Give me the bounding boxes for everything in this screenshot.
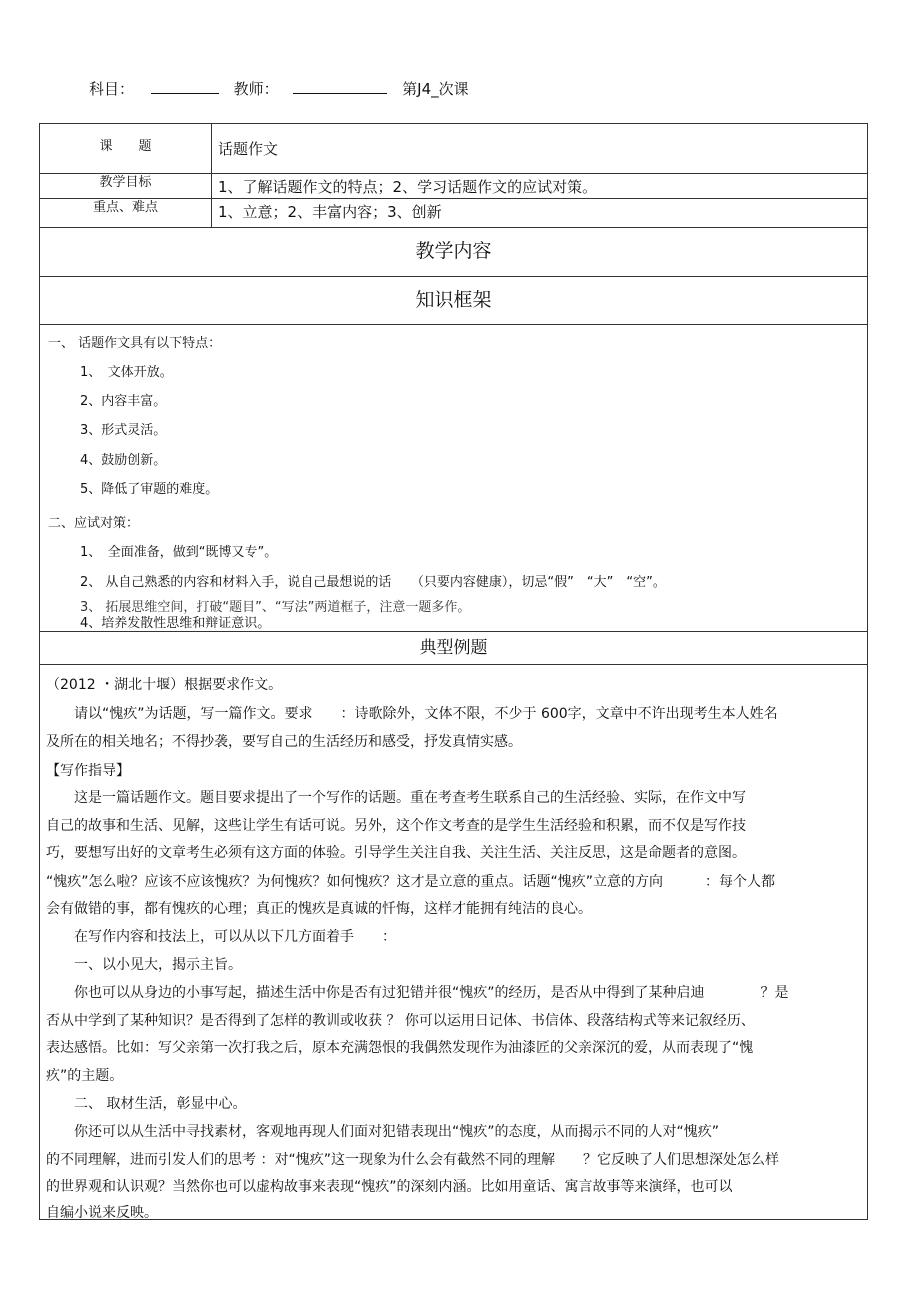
feature-item: 2、内容丰富。 (80, 394, 167, 409)
strategy-item-clipped (80, 600, 820, 615)
topic-value: 话题作文 (218, 140, 279, 158)
features-heading: 一、 话题作文具有以下特点： (48, 336, 222, 351)
strategy-item: 3、 拓展思维空间，打破“题目”、“写法”两道框子，注意一题多作。 (80, 600, 471, 615)
strategy-item: 4、培养发散性思维和辩证意识。 (80, 616, 271, 631)
example-line: 自己的故事和生活、见解，这些让学生有话可说。另外，这个作文考查的是学生生活经验和积累，而不仅是写作技 (46, 818, 746, 834)
example-line: “愧疚”怎么啦？应该不应该愧疚？为何愧疚？如何愧疚？这才是立意的重点。话题“愧疚”立意的方向 ：每个人都 (46, 874, 776, 890)
content-section-title: 教学内容 (40, 228, 867, 277)
feature-item: 3、形式灵活。 (80, 423, 167, 438)
key-label: 重点、难点 (40, 199, 212, 227)
teacher-label: 教师： (233, 80, 279, 98)
subject-blank (151, 79, 219, 94)
example-line: 二、 取材生活，彰显中心。 (46, 1096, 247, 1112)
example-line: 否从中学到了某种知识？是否得到了怎样的教训或收获 ？ 你可以运用日记体、书信体、段落结构式等来记叙经历、 (46, 1013, 755, 1029)
key-value: 1、立意；2、丰富内容；3、创新 (218, 203, 442, 221)
example-line: 自编小说来反映。 (46, 1205, 158, 1221)
example-line: 及所在的相关地名；不得抄袭，要写自己的生活经历和感受，抒发真情实感。 (46, 734, 522, 750)
framework-section-title: 知识框架 (40, 277, 867, 325)
subject-label: 科目： (89, 80, 135, 98)
key-row (40, 199, 867, 228)
example-line: 的不同理解，进而引发人们的思考 ：对“愧疚”这一现象为什么会有截然不同的理解 ？它反映了人们思想深处怎么样 (46, 1152, 779, 1168)
example-line: 【写作指导】 (46, 763, 130, 779)
example-section-title: 典型例题 (40, 632, 867, 665)
goal-value: 1、了解话题作文的特点；2、学习话题作文的应试对策。 (218, 178, 598, 196)
example-line: 你还可以从生活中寻找素材，客观地再现人们面对犯错表现出“愧疚”的态度，从而揭示不同的人对“愧疚” (46, 1124, 720, 1140)
strategy-item: 2、 从自己熟悉的内容和材料入手，说自己最想说的话 （只要内容健康），切忌“假” “大” “空”。 (80, 575, 666, 590)
example-line: 巧，要想写出好的文章考生必须有这方面的体验。引导学生关注自我、关注生活、关注反思，这是命题者的意图。 (46, 845, 746, 861)
teacher-blank (293, 79, 387, 94)
example-line: 你也可以从身边的小事写起，描述生活中你是否有过犯错并很“愧疚”的经历，是否从中得到了某种启迪 ？是 (46, 985, 789, 1001)
page-header (89, 78, 469, 99)
topic-label: 课 题 (40, 124, 212, 173)
lesson-number: 第J4_次课 (402, 80, 469, 98)
feature-item: 4、鼓励创新。 (80, 453, 167, 468)
example-line: 在写作内容和技法上，可以从以下几方面着手 ： (46, 929, 396, 945)
topic-row (40, 124, 867, 174)
example-line: 这是一篇话题作文。题目要求提出了一个写作的话题。重在考查考生联系自己的生活经验、实际，在作文中写 (46, 790, 746, 806)
lesson-table (39, 123, 868, 1220)
example-line: 的世界观和认识观？当然你也可以虚构故事来表现“愧疚”的深刻内涵。比如用童话、寓言故事等来演绎，也可以 (46, 1179, 733, 1195)
strategy-heading: 二、应试对策： (48, 516, 140, 531)
example-line: 疚”的主题。 (46, 1068, 124, 1084)
feature-item: 5、降低了审题的难度。 (80, 482, 219, 497)
example-line: 请以“愧疚”为话题，写一篇作文。要求 ：诗歌除外，文体不限，不少于 600字，文章中不许出现考生本人姓名 (46, 706, 778, 722)
strategy-item: 1、 全面准备，做到“既博又专”。 (80, 545, 278, 560)
example-line: 表达感悟。比如：写父亲第一次打我之后，原本充满怨恨的我偶然发现作为油漆匠的父亲深沉的爱，从而表现了“愧 (46, 1040, 754, 1056)
example-line: （2012 ・湖北十堰）根据要求作文。 (46, 677, 283, 693)
framework-body (40, 325, 867, 632)
goal-label: 教学目标 (40, 174, 212, 198)
example-body (40, 665, 867, 1219)
example-line: 会有做错的事，都有愧疚的心理；真正的愧疚是真诚的忏悔，这样才能拥有纯洁的良心。 (46, 901, 592, 917)
example-line: 一、以小见大，揭示主旨。 (46, 957, 242, 973)
feature-item: 1、 文体开放。 (80, 365, 173, 380)
goal-row (40, 174, 867, 199)
